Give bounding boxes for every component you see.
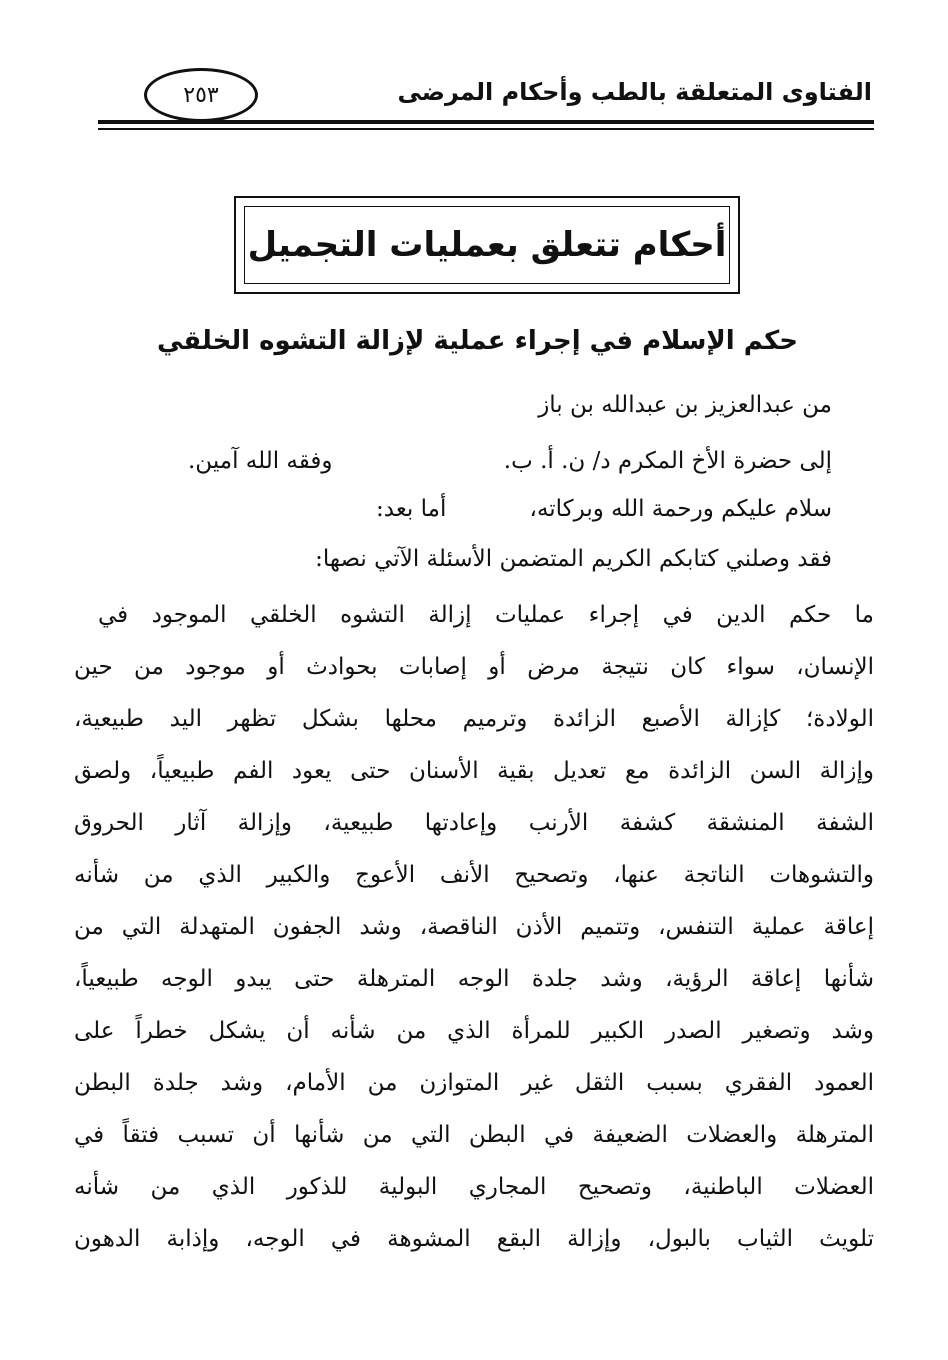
question-line: المترهلة والعضلات الضعيفة في البطن التي من شأنها أن تسبب فتقاً في [74,1122,874,1148]
letter-blessing: وفقه الله آمين. [188,448,333,474]
question-line: تلويث الثياب بالبول، وإزالة البقع المشوهة في الوجه، وإذابة الدهون [74,1226,874,1252]
question-line: وإزالة السن الزائدة مع تعديل بقية الأسنان حتى يعود الفم طبيعياً، ولصق [74,758,874,784]
page-number-oval [144,68,258,122]
fatwa-heading: حكم الإسلام في إجراء عملية لإزالة التشوه الخلقي [157,326,798,356]
section-title: أحكام تتعلق بعمليات التجميل [247,225,727,265]
question-line: الشفة المنشقة كشفة الأرنب وإعادتها طبيعية، وإزالة آثار الحروق [74,810,874,836]
question-line: وشد وتصغير الصدر الكبير للمرأة الذي من شأنه أن يشكل خطراً على [74,1018,874,1044]
running-title: الفتاوى المتعلقة بالطب وأحكام المرضى [397,78,872,106]
question-line: والتشوهات الناتجة عنها، وتصحيح الأنف الأعوج والكبير الذي من شأنه [74,862,874,888]
letter-from: من عبدالعزيز بن عبدالله بن باز [538,392,832,418]
letter-amma-baad: أما بعد: [376,496,447,522]
letter-salam: سلام عليكم ورحمة الله وبركاته، [529,496,832,522]
page-number: ٢٥٣ [183,82,219,108]
letter-intro: فقد وصلني كتابكم الكريم المتضمن الأسئلة الآتي نصها: [315,546,832,572]
letter-to: إلى حضرة الأخ المكرم د/ ن. أ. ب. [503,448,832,474]
header-rule-thin [98,128,874,130]
question-line: إعاقة عملية التنفس، وتتميم الأذن الناقصة، وشد الجفون المتهدلة التي من [74,914,874,940]
question-line: الإنسان، سواء كان نتيجة مرض أو إصابات بحوادث أو موجود من حين [74,654,874,680]
question-line: العمود الفقري بسبب الثقل غير المتوازن من الأمام، وشد جلدة البطن [74,1070,874,1096]
section-title-box [244,206,730,284]
question-line: شأنها إعاقة الرؤية، وشد جلدة الوجه المترهلة حتى يبدو الوجه طبيعياً، [74,966,874,992]
question-line: الولادة؛ كإزالة الأصبع الزائدة وترميم محلها بشكل تظهر اليد طبيعية، [74,706,874,732]
question-line: ما حكم الدين في إجراء عمليات إزالة التشوه الخلقي الموجود في [98,602,874,628]
question-line: العضلات الباطنية، وتصحيح المجاري البولية للذكور الذي من شأنه [74,1174,874,1200]
